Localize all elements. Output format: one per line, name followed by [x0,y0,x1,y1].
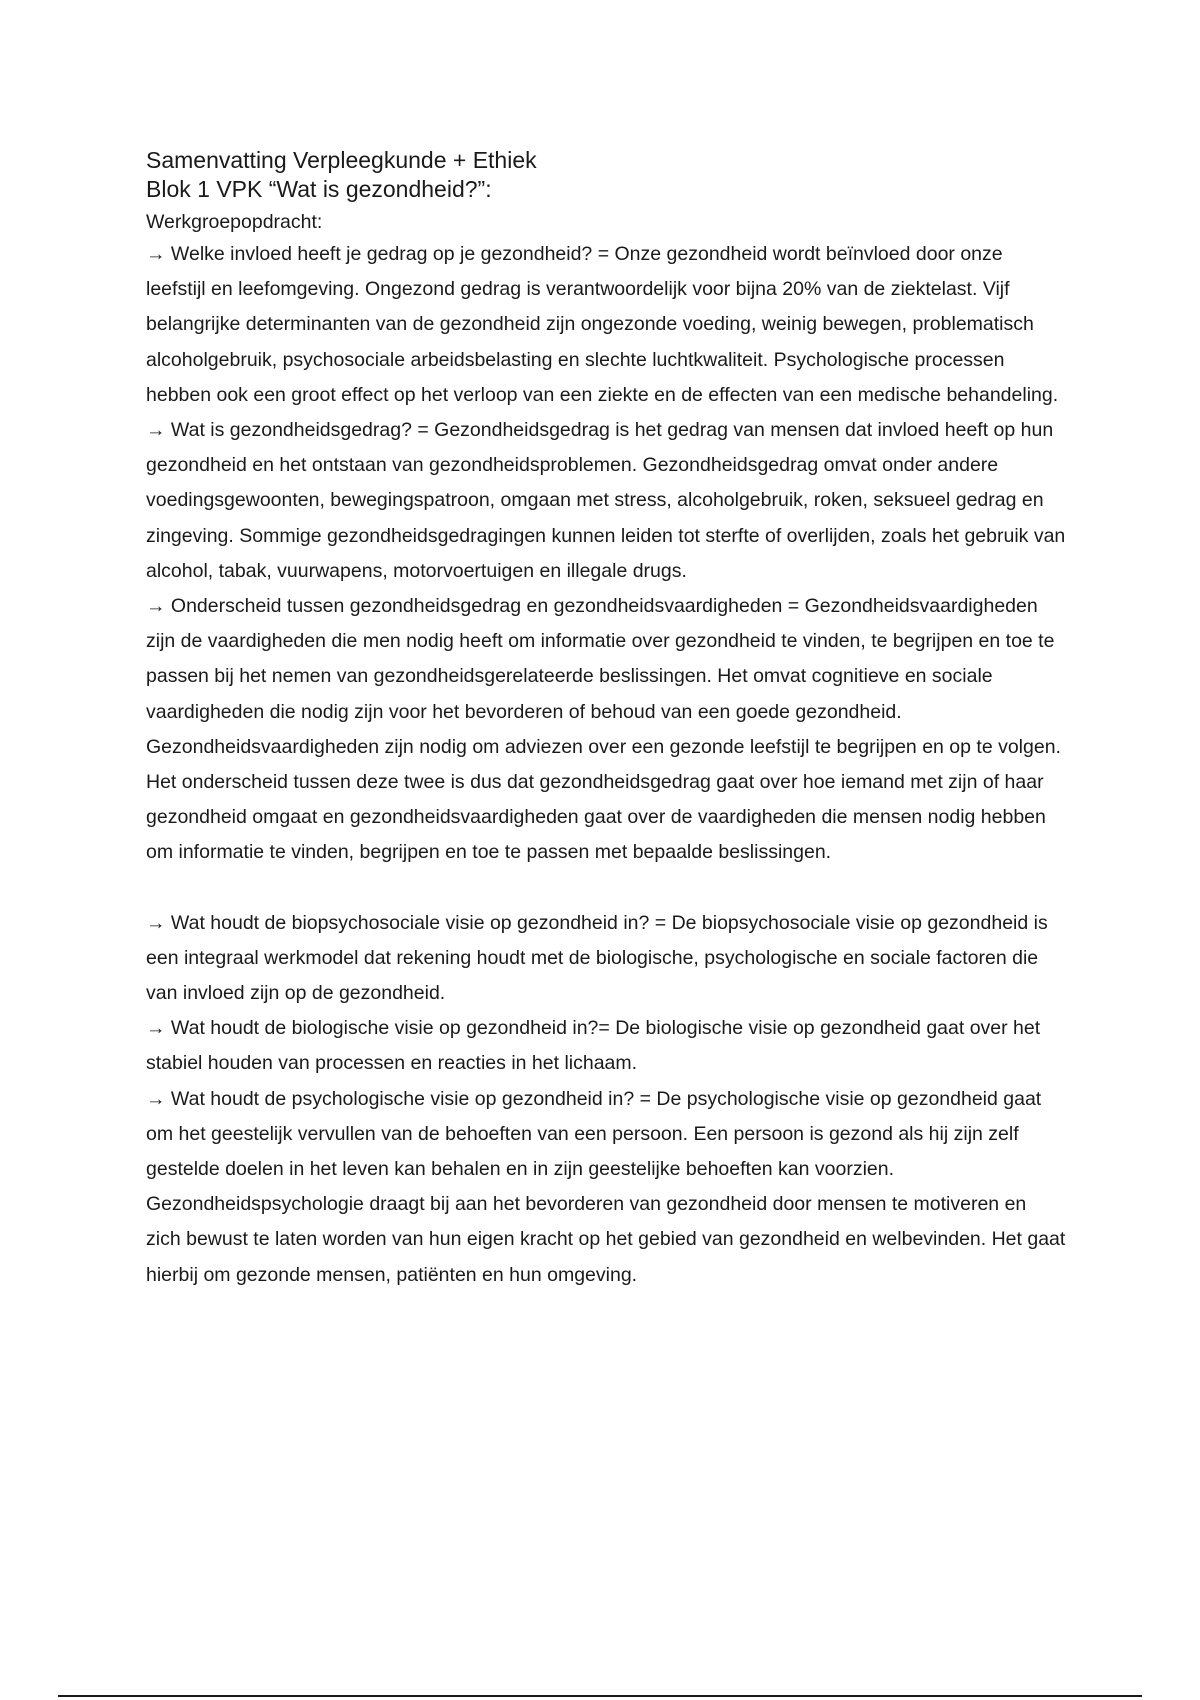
document-title: Samenvatting Verpleegkunde + Ethiek [146,147,537,173]
paragraph-biologische-visie: → Wat houdt de biologische visie op gezondheid in?= De biologische visie op gezondheid gaat over het stabiel houden van processen en reacties in het lichaam. [146,1017,1041,1075]
document-page [146,146,1066,1293]
page-bottom-divider [58,1695,1142,1697]
paragraph-spacer [146,871,1066,906]
paragraph-gezondheidsgedrag: → Wat is gezondheidsgedrag? = Gezondheidsgedrag is het gedrag van mensen dat invloed heeft op hun gezondheid en het ontstaan van gezondheidsproblemen. Gezondheidsgedrag omvat onder andere voedingsgewoonten, bewegingspatroon, omgaan met stress, alcoholgebruik, roken, seksueel gedrag en zingeving. Sommige gezondheidsgedragingen kunnen leiden tot sterfte of overlijden, zoals het gebruik van alcohol, tabak, vuurwapens, motorvoertuigen en illegale drugs. [146,419,1066,582]
section-label: Werkgroepopdracht: [146,211,323,233]
paragraph-psychologische-visie: → Wat houdt de psychologische visie op gezondheid in? = De psychologische visie op gezondheid gaat om het geestelijk vervullen van de behoeften van een persoon. Een persoon is gezond als hij zijn zelf gestelde doelen in het leven kan behalen en in zijn geestelijke behoeften kan voorzien. Gezondheidspsychologie draagt bij aan het bevorderen van gezondheid door mensen te motiveren en zich bewust te laten worden van hun eigen kracht op het gebied van gezondheid en welbevinden. Het gaat hierbij om gezonde mensen, patiënten en hun omgeving. [146,1087,1066,1286]
paragraph-biopsychosociale-visie: → Wat houdt de biopsychosociale visie op gezondheid in? = De biopsychosociale visie op gezondheid is een integraal werkmodel dat rekening houdt met de biologische, psychologische en sociale factoren die van invloed zijn op de gezondheid. [146,911,1048,1005]
document-subtitle: Blok 1 VPK “Wat is gezondheid?”: [146,176,492,202]
paragraph-onderscheid: → Onderscheid tussen gezondheidsgedrag en gezondheidsvaardigheden = Gezondheidsvaardigheden zijn de vaardigheden die men nodig heeft om informatie over gezondheid te vinden, te begrijpen en toe te passen bij het nemen van gezondheidsgerelateerde beslissingen. Het omvat cognitieve en sociale vaardigheden die nodig zijn voor het bevorderen of behoud van een goede gezondheid. Gezondheidsvaardigheden zijn nodig om adviezen over een gezonde leefstijl te begrijpen en op te volgen. Het onderscheid tussen deze twee is dus dat gezondheidsgedrag gaat over hoe iemand met zijn of haar gezondheid omgaat en gezondheidsvaardigheden gaat over de vaardigheden die mensen nodig hebben om informatie te vinden, begrijpen en toe te passen met bepaalde beslissingen. [146,595,1061,864]
paragraph-gedrag-invloed: → Welke invloed heeft je gedrag op je gezondheid? = Onze gezondheid wordt beïnvloed door onze leefstijl en leefomgeving. Ongezond gedrag is verantwoordelijk voor bijna 20% van de ziektelast. Vijf belangrijke determinanten van de gezondheid zijn ongezonde voeding, weinig bewegen, problematisch alcoholgebruik, psychosociale arbeidsbelasting en slechte luchtkwaliteit. Psychologische processen hebben ook een groot effect op het verloop van een ziekte en de effecten van een medische behandeling. [146,243,1059,406]
